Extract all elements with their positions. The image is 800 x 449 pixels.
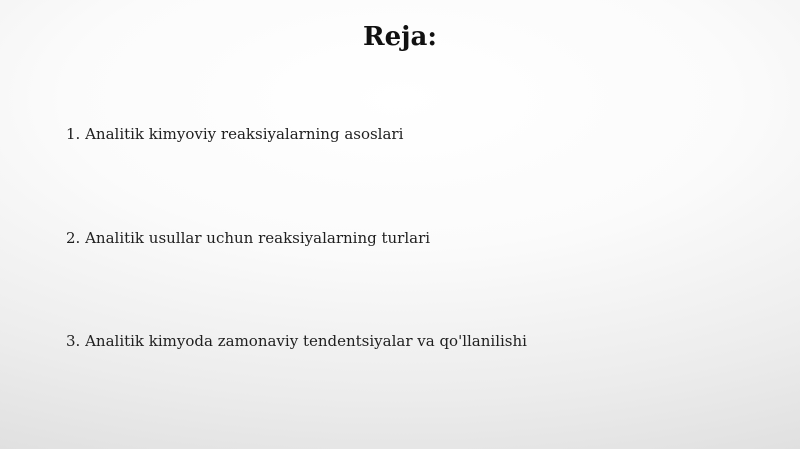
slide-title: Reja: [362, 22, 437, 52]
plan-item-3: 3. Analitik kimyoda zamonaviy tendentsiyalar va qo'llanilishi [66, 332, 527, 350]
plan-item-1: 1. Analitik kimyoviy reaksiyalarning asoslari [66, 125, 404, 143]
plan-item-2: 2. Analitik usullar uchun reaksiyalarning turlari [66, 229, 431, 247]
